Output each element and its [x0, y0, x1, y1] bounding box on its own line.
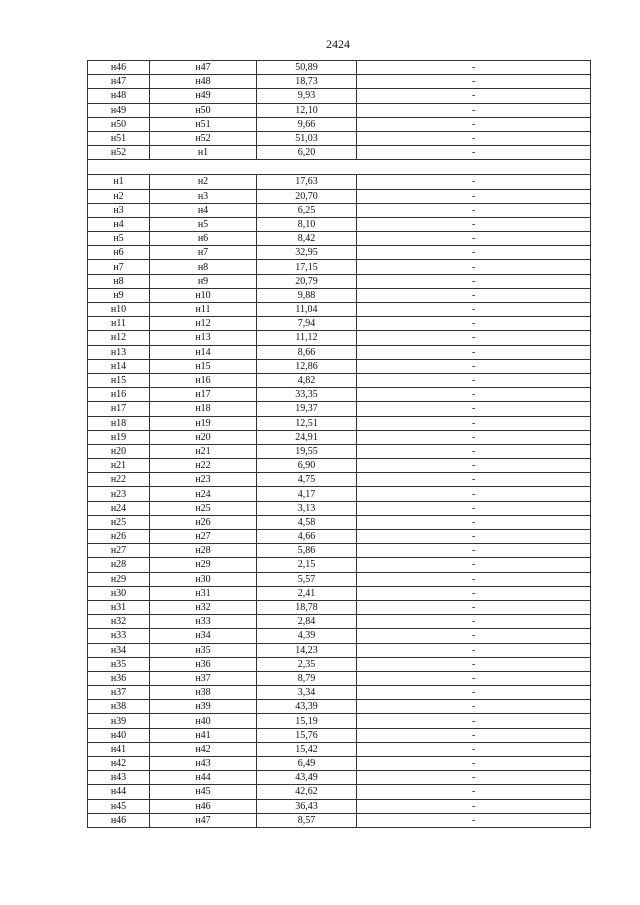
point-from-cell: н30	[88, 586, 150, 600]
point-to-cell: н36	[150, 657, 257, 671]
point-from-cell: н14	[88, 359, 150, 373]
distance-cell: 2,41	[257, 586, 357, 600]
table-row	[88, 89, 591, 103]
table-row	[88, 203, 591, 217]
point-to-cell: н14	[150, 345, 257, 359]
point-to-cell: н50	[150, 103, 257, 117]
point-to-cell: н24	[150, 487, 257, 501]
description-cell: -	[357, 700, 591, 714]
point-from-cell: н7	[88, 260, 150, 274]
description-cell: -	[357, 331, 591, 345]
table-row	[88, 260, 591, 274]
description-cell: -	[357, 189, 591, 203]
description-cell: -	[357, 501, 591, 515]
point-from-cell: н11	[88, 317, 150, 331]
distance-cell: 18,78	[257, 600, 357, 614]
description-cell: -	[357, 388, 591, 402]
point-to-cell: н32	[150, 600, 257, 614]
distance-cell: 3,34	[257, 686, 357, 700]
point-to-cell: н34	[150, 629, 257, 643]
table-row	[88, 728, 591, 742]
point-to-cell: н2	[150, 175, 257, 189]
point-from-cell: н4	[88, 217, 150, 231]
description-cell: -	[357, 459, 591, 473]
description-cell: -	[357, 473, 591, 487]
blank-cell	[88, 160, 591, 175]
description-cell: -	[357, 274, 591, 288]
description-cell: -	[357, 75, 591, 89]
table-row	[88, 373, 591, 387]
table-row	[88, 459, 591, 473]
point-from-cell: н33	[88, 629, 150, 643]
distance-cell: 4,58	[257, 515, 357, 529]
distance-cell: 51,03	[257, 131, 357, 145]
point-from-cell: н23	[88, 487, 150, 501]
table-row	[88, 345, 591, 359]
table-row	[88, 515, 591, 529]
description-cell: -	[357, 373, 591, 387]
table-row	[88, 388, 591, 402]
point-to-cell: н35	[150, 643, 257, 657]
table-row	[88, 175, 591, 189]
point-from-cell: н28	[88, 558, 150, 572]
point-to-cell: н18	[150, 402, 257, 416]
point-from-cell: н35	[88, 657, 150, 671]
distance-cell: 4,82	[257, 373, 357, 387]
point-to-cell: н5	[150, 217, 257, 231]
description-cell: -	[357, 771, 591, 785]
distance-cell: 17,63	[257, 175, 357, 189]
description-cell: -	[357, 742, 591, 756]
table-row	[88, 303, 591, 317]
point-to-cell: н47	[150, 61, 257, 75]
table-row	[88, 288, 591, 302]
distance-cell: 6,49	[257, 757, 357, 771]
point-from-cell: н39	[88, 714, 150, 728]
point-from-cell: н48	[88, 89, 150, 103]
table-row	[88, 61, 591, 75]
distance-cell: 11,12	[257, 331, 357, 345]
point-to-cell: н44	[150, 771, 257, 785]
table-row	[88, 487, 591, 501]
distance-cell: 3,13	[257, 501, 357, 515]
distance-cell: 50,89	[257, 61, 357, 75]
distance-cell: 6,90	[257, 459, 357, 473]
distance-cell: 12,10	[257, 103, 357, 117]
table-row	[88, 232, 591, 246]
distance-cell: 8,66	[257, 345, 357, 359]
point-from-cell: н41	[88, 742, 150, 756]
point-to-cell: н9	[150, 274, 257, 288]
point-to-cell: н26	[150, 515, 257, 529]
point-to-cell: н30	[150, 572, 257, 586]
table-row	[88, 317, 591, 331]
table-row	[88, 416, 591, 430]
point-to-cell: н15	[150, 359, 257, 373]
description-cell: -	[357, 146, 591, 160]
description-cell: -	[357, 487, 591, 501]
point-from-cell: н32	[88, 615, 150, 629]
table-row	[88, 785, 591, 799]
description-cell: -	[357, 530, 591, 544]
point-to-cell: н20	[150, 430, 257, 444]
distance-cell: 8,42	[257, 232, 357, 246]
point-to-cell: н17	[150, 388, 257, 402]
description-cell: -	[357, 232, 591, 246]
point-to-cell: н42	[150, 742, 257, 756]
point-from-cell: н21	[88, 459, 150, 473]
table-row	[88, 771, 591, 785]
point-from-cell: н13	[88, 345, 150, 359]
distance-cell: 43,49	[257, 771, 357, 785]
description-cell: -	[357, 558, 591, 572]
table-row	[88, 331, 591, 345]
distance-cell: 42,62	[257, 785, 357, 799]
description-cell: -	[357, 671, 591, 685]
description-cell: -	[357, 402, 591, 416]
description-cell: -	[357, 430, 591, 444]
distance-cell: 6,25	[257, 203, 357, 217]
point-to-cell: н41	[150, 728, 257, 742]
point-to-cell: н7	[150, 246, 257, 260]
point-to-cell: н3	[150, 189, 257, 203]
distance-cell: 19,55	[257, 444, 357, 458]
point-from-cell: н12	[88, 331, 150, 345]
distance-cell: 2,15	[257, 558, 357, 572]
description-cell: -	[357, 303, 591, 317]
table-row	[88, 629, 591, 643]
description-cell: -	[357, 586, 591, 600]
distance-cell: 4,75	[257, 473, 357, 487]
table-row	[88, 75, 591, 89]
point-to-cell: н28	[150, 544, 257, 558]
distance-cell: 9,66	[257, 117, 357, 131]
description-cell: -	[357, 61, 591, 75]
table-separator	[88, 160, 591, 175]
point-from-cell: н49	[88, 103, 150, 117]
table-row	[88, 558, 591, 572]
point-from-cell: н51	[88, 131, 150, 145]
distance-cell: 19,37	[257, 402, 357, 416]
table-row	[88, 430, 591, 444]
distance-cell: 32,95	[257, 246, 357, 260]
description-cell: -	[357, 103, 591, 117]
table-row	[88, 359, 591, 373]
point-to-cell: н38	[150, 686, 257, 700]
description-cell: -	[357, 813, 591, 827]
table-row	[88, 742, 591, 756]
table-row	[88, 572, 591, 586]
table-row	[88, 544, 591, 558]
table-row	[88, 643, 591, 657]
point-from-cell: н50	[88, 117, 150, 131]
point-to-cell: н51	[150, 117, 257, 131]
point-from-cell: н36	[88, 671, 150, 685]
table-row	[88, 246, 591, 260]
distance-cell: 2,35	[257, 657, 357, 671]
table-row	[88, 615, 591, 629]
description-cell: -	[357, 757, 591, 771]
point-to-cell: н29	[150, 558, 257, 572]
distance-cell: 14,23	[257, 643, 357, 657]
page-number: 2424	[326, 37, 350, 51]
distance-cell: 18,73	[257, 75, 357, 89]
description-cell: -	[357, 217, 591, 231]
table-section-bottom	[88, 175, 591, 828]
table-row	[88, 189, 591, 203]
description-cell: -	[357, 572, 591, 586]
table-row	[88, 700, 591, 714]
point-to-cell: н46	[150, 799, 257, 813]
point-from-cell: н18	[88, 416, 150, 430]
point-from-cell: н26	[88, 530, 150, 544]
point-from-cell: н15	[88, 373, 150, 387]
distance-cell: 6,20	[257, 146, 357, 160]
description-cell: -	[357, 260, 591, 274]
distance-cell: 9,88	[257, 288, 357, 302]
distance-cell: 2,84	[257, 615, 357, 629]
distance-cell: 11,04	[257, 303, 357, 317]
table-row	[88, 657, 591, 671]
description-cell: -	[357, 515, 591, 529]
point-to-cell: н13	[150, 331, 257, 345]
point-from-cell: н37	[88, 686, 150, 700]
distance-cell: 15,76	[257, 728, 357, 742]
description-cell: -	[357, 89, 591, 103]
point-to-cell: н31	[150, 586, 257, 600]
point-to-cell: н39	[150, 700, 257, 714]
distance-cell: 36,43	[257, 799, 357, 813]
point-from-cell: н31	[88, 600, 150, 614]
table-row	[88, 757, 591, 771]
table-row	[88, 530, 591, 544]
point-to-cell: н16	[150, 373, 257, 387]
description-cell: -	[357, 175, 591, 189]
point-from-cell: н16	[88, 388, 150, 402]
point-from-cell: н46	[88, 813, 150, 827]
point-to-cell: н37	[150, 671, 257, 685]
distance-cell: 12,86	[257, 359, 357, 373]
description-cell: -	[357, 728, 591, 742]
blank-row	[88, 160, 591, 175]
point-from-cell: н8	[88, 274, 150, 288]
description-cell: -	[357, 416, 591, 430]
point-from-cell: н5	[88, 232, 150, 246]
point-from-cell: н38	[88, 700, 150, 714]
point-to-cell: н52	[150, 131, 257, 145]
description-cell: -	[357, 799, 591, 813]
point-from-cell: н40	[88, 728, 150, 742]
point-from-cell: н45	[88, 799, 150, 813]
table-row	[88, 444, 591, 458]
description-cell: -	[357, 317, 591, 331]
point-to-cell: н22	[150, 459, 257, 473]
point-from-cell: н47	[88, 75, 150, 89]
distance-cell: 20,79	[257, 274, 357, 288]
point-to-cell: н4	[150, 203, 257, 217]
description-cell: -	[357, 246, 591, 260]
point-to-cell: н33	[150, 615, 257, 629]
point-from-cell: н44	[88, 785, 150, 799]
table-row	[88, 402, 591, 416]
point-from-cell: н46	[88, 61, 150, 75]
description-cell: -	[357, 117, 591, 131]
table-row	[88, 671, 591, 685]
point-to-cell: н8	[150, 260, 257, 274]
distance-cell: 8,57	[257, 813, 357, 827]
point-from-cell: н6	[88, 246, 150, 260]
table-row	[88, 586, 591, 600]
distance-cell: 43,39	[257, 700, 357, 714]
table-row	[88, 146, 591, 160]
table-row	[88, 274, 591, 288]
table-row	[88, 714, 591, 728]
point-from-cell: н2	[88, 189, 150, 203]
description-cell: -	[357, 203, 591, 217]
description-cell: -	[357, 643, 591, 657]
point-to-cell: н40	[150, 714, 257, 728]
point-to-cell: н25	[150, 501, 257, 515]
distance-cell: 8,79	[257, 671, 357, 685]
point-to-cell: н6	[150, 232, 257, 246]
point-to-cell: н48	[150, 75, 257, 89]
point-to-cell: н19	[150, 416, 257, 430]
point-to-cell: н27	[150, 530, 257, 544]
description-cell: -	[357, 288, 591, 302]
description-cell: -	[357, 714, 591, 728]
description-cell: -	[357, 629, 591, 643]
table-section-top	[88, 61, 591, 160]
point-to-cell: н45	[150, 785, 257, 799]
point-to-cell: н47	[150, 813, 257, 827]
description-cell: -	[357, 600, 591, 614]
point-from-cell: н29	[88, 572, 150, 586]
description-cell: -	[357, 785, 591, 799]
table-row	[88, 117, 591, 131]
description-cell: -	[357, 131, 591, 145]
distance-cell: 4,66	[257, 530, 357, 544]
point-from-cell: н52	[88, 146, 150, 160]
point-to-cell: н21	[150, 444, 257, 458]
point-to-cell: н11	[150, 303, 257, 317]
point-from-cell: н17	[88, 402, 150, 416]
point-to-cell: н49	[150, 89, 257, 103]
table-row	[88, 813, 591, 827]
point-from-cell: н9	[88, 288, 150, 302]
distance-cell: 24,91	[257, 430, 357, 444]
point-from-cell: н3	[88, 203, 150, 217]
point-to-cell: н43	[150, 757, 257, 771]
distance-cell: 7,94	[257, 317, 357, 331]
description-cell: -	[357, 657, 591, 671]
table-row	[88, 501, 591, 515]
point-from-cell: н1	[88, 175, 150, 189]
description-cell: -	[357, 544, 591, 558]
point-to-cell: н1	[150, 146, 257, 160]
distance-cell: 4,17	[257, 487, 357, 501]
distance-cell: 9,93	[257, 89, 357, 103]
distance-cell: 12,51	[257, 416, 357, 430]
table-row	[88, 131, 591, 145]
distance-cell: 17,15	[257, 260, 357, 274]
point-from-cell: н24	[88, 501, 150, 515]
point-from-cell: н34	[88, 643, 150, 657]
table-row	[88, 217, 591, 231]
table-row	[88, 799, 591, 813]
distance-cell: 20,70	[257, 189, 357, 203]
point-from-cell: н42	[88, 757, 150, 771]
table-row	[88, 103, 591, 117]
table-row	[88, 686, 591, 700]
distance-cell: 15,42	[257, 742, 357, 756]
description-cell: -	[357, 345, 591, 359]
table-row	[88, 600, 591, 614]
point-from-cell: н10	[88, 303, 150, 317]
point-from-cell: н19	[88, 430, 150, 444]
point-from-cell: н22	[88, 473, 150, 487]
point-to-cell: н10	[150, 288, 257, 302]
point-from-cell: н27	[88, 544, 150, 558]
distance-cell: 5,86	[257, 544, 357, 558]
point-to-cell: н23	[150, 473, 257, 487]
distance-cell: 5,57	[257, 572, 357, 586]
table-row	[88, 473, 591, 487]
point-from-cell: н20	[88, 444, 150, 458]
description-cell: -	[357, 444, 591, 458]
distance-cell: 33,35	[257, 388, 357, 402]
distance-cell: 15,19	[257, 714, 357, 728]
distance-cell: 4,39	[257, 629, 357, 643]
point-from-cell: н43	[88, 771, 150, 785]
point-from-cell: н25	[88, 515, 150, 529]
description-cell: -	[357, 686, 591, 700]
point-to-cell: н12	[150, 317, 257, 331]
distance-cell: 8,10	[257, 217, 357, 231]
description-cell: -	[357, 615, 591, 629]
boundary-segments-table	[87, 60, 591, 828]
description-cell: -	[357, 359, 591, 373]
